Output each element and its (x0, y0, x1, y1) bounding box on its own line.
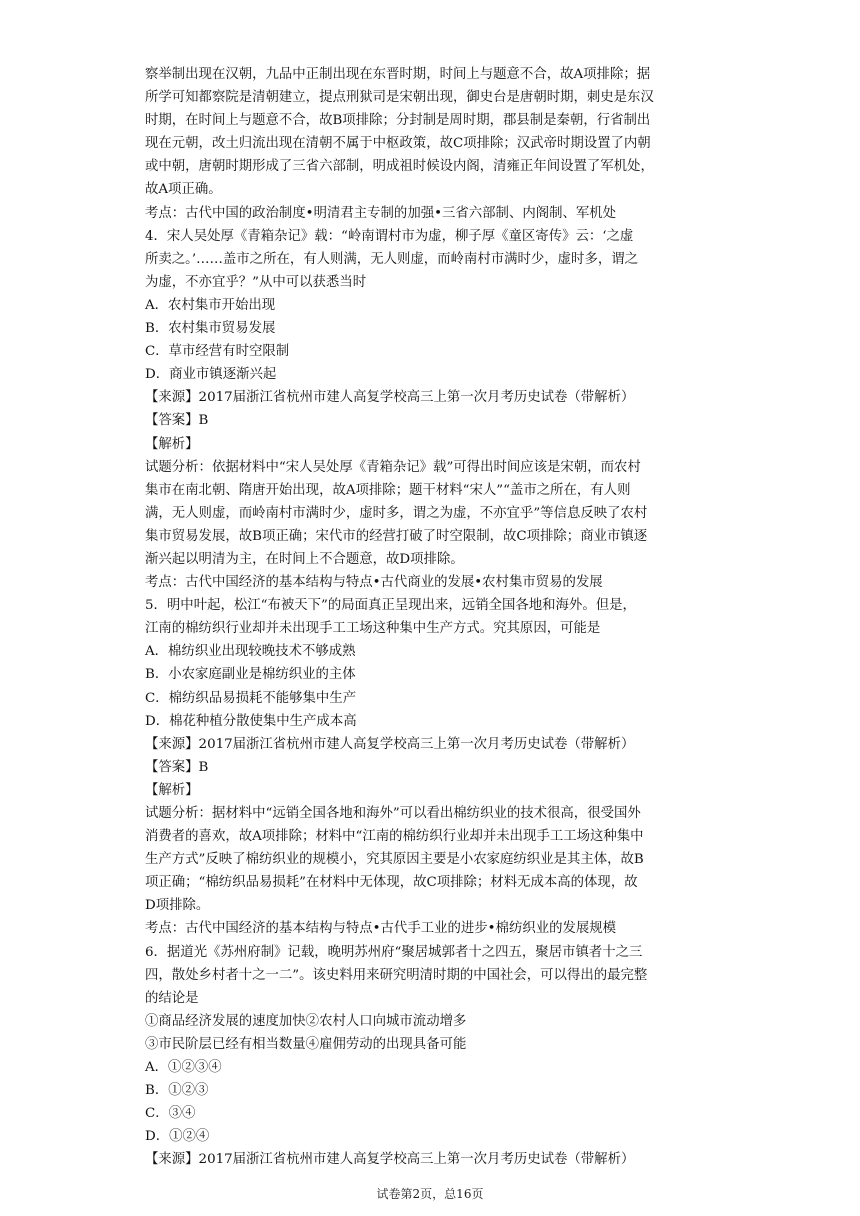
text-line: 考点：古代中国的政治制度•明清君主专制的加强•三省六部制、内阁制、军机处 (145, 205, 617, 221)
text-line: 消费者的喜欢，故A项排除；材料中“江南的棉纺织行业却并未出现手工工场这种集中 (145, 829, 644, 845)
text-line: D项排除。 (145, 898, 210, 914)
text-line: 【答案】B (145, 413, 209, 429)
text-line: 现在元朝，改土归流出现在清朝不属于中枢政策，故C项排除；汉武帝时期设置了内朝 (145, 136, 651, 152)
text-line: 所学可知都察院是清朝建立，提点刑狱司是宋朝出现，御史台是唐朝时期，刺史是东汉 (145, 90, 654, 106)
text-line: B．农村集市贸易发展 (145, 321, 276, 337)
text-line: 【答案】B (145, 759, 209, 775)
text-line: 考点：古代中国经济的基本结构与特点•古代手工业的进步•棉纺织业的发展规模 (145, 921, 617, 937)
text-line: 故A项正确。 (145, 182, 222, 198)
text-line: 考点：古代中国经济的基本结构与特点•古代商业的发展•农村集市贸易的发展 (145, 575, 603, 591)
text-line: A．①②③④ (145, 1060, 222, 1076)
text-line: 项正确；“棉纺织品易损耗”在材料中无体现，故C项排除；材料无成本高的体现，故 (145, 875, 638, 891)
text-line: D．①②④ (145, 1129, 210, 1145)
text-line: C．③④ (145, 1106, 196, 1122)
text-line: ①商品经济发展的速度加快②农村人口向城市流动增多 (145, 1013, 467, 1029)
text-line: A．棉纺织业出现较晚技术不够成熟 (145, 644, 356, 660)
text-line: 试题分析：依据材料中“宋人吴处厚《青箱杂记》载”可得出时间应该是宋朝，而农村 (145, 459, 641, 475)
text-line: 为虚，不亦宜乎？”从中可以获悉当时 (145, 274, 367, 290)
text-line: 5．明中叶起，松江“布被天下”的局面真正呈现出来，远销全国各地和海外。但是， (145, 598, 636, 614)
text-line: 所卖之。’……盖市之所在，有人则满，无人则虚，而岭南村市满时少，虚时多，谓之 (145, 251, 639, 267)
document-body (145, 63, 717, 1172)
text-line: 江南的棉纺织行业却并未出现手工工场这种集中生产方式。究其原因，可能是 (145, 621, 601, 637)
text-line: 试题分析：据材料中“远销全国各地和海外”可以看出棉纺织业的技术很高，很受国外 (145, 806, 641, 821)
text-line: 四，散处乡村者十之一二”。该史料用来研究明清时期的中国社会，可以得出的最完整 (145, 967, 648, 983)
text-line: 时期，在时间上与题意不合，故B项排除；分封制是周时期，郡县制是秦朝，行省制出 (145, 113, 651, 129)
text-line: 【来源】2017届浙江省杭州市建人高复学校高三上第一次月考历史试卷（带解析） (145, 736, 635, 752)
page-footer: 试卷第2页，总16页 (376, 1187, 484, 1201)
text-line: 渐兴起以明清为主，在时间上不合题意，故D项排除。 (145, 551, 464, 567)
text-line: D．棉花种植分散使集中生产成本高 (145, 713, 357, 729)
text-line: B．小农家庭副业是棉纺织业的主体 (145, 667, 356, 683)
text-line: C．棉纺织品易损耗不能够集中生产 (145, 690, 357, 706)
text-line: 6．据道光《苏州府制》记载，晚明苏州府“聚居城郭者十之四五，聚居市镇者十之三 (145, 944, 643, 960)
text-line: 【来源】2017届浙江省杭州市建人高复学校高三上第一次月考历史试卷（带解析） (145, 1152, 635, 1168)
text-line: C．草市经营有时空限制 (145, 344, 290, 360)
text-line: B．①②③ (145, 1083, 209, 1099)
text-line: 【解析】 (145, 782, 199, 798)
text-line: 察举制出现在汉朝，九品中正制出现在东晋时期，时间上与题意不合，故A项排除；据 (145, 67, 651, 82)
text-line: D．商业市镇逐渐兴起 (145, 367, 277, 383)
text-line: 【解析】 (145, 436, 199, 452)
text-line: 【来源】2017届浙江省杭州市建人高复学校高三上第一次月考历史试卷（带解析） (145, 390, 635, 406)
text-line: 的结论是 (145, 990, 199, 1006)
text-line: 集市贸易发展，故B项正确；宋代市的经营打破了时空限制，故C项排除；商业市镇逐 (145, 528, 648, 544)
text-line: 生产方式”反映了棉纺织业的规模小，究其原因主要是小农家庭纺织业是其主体，故B (145, 852, 644, 868)
text-line: 集市在南北朝、隋唐开始出现，故A项排除；题干材料“宋人”“盖市之所在，有人则 (145, 482, 631, 498)
text-line: ③市民阶层已经有相当数量④雇佣劳动的出现具备可能 (145, 1036, 467, 1052)
text-line: 或中朝，唐朝时期形成了三省六部制，明成祖时候设内阁，清雍正年间设置了军机处， (145, 159, 654, 175)
text-line: A．农村集市开始出现 (145, 297, 276, 313)
text-line: 4．宋人吴处厚《青箱杂记》载：“岭南谓村市为虚，柳子厚《童区寄传》云：‘之虚 (145, 228, 634, 244)
text-line: 满，无人则虚，而岭南村市满时少，虚时多，谓之为虚，不亦宜乎”等信息反映了农村 (145, 505, 648, 521)
